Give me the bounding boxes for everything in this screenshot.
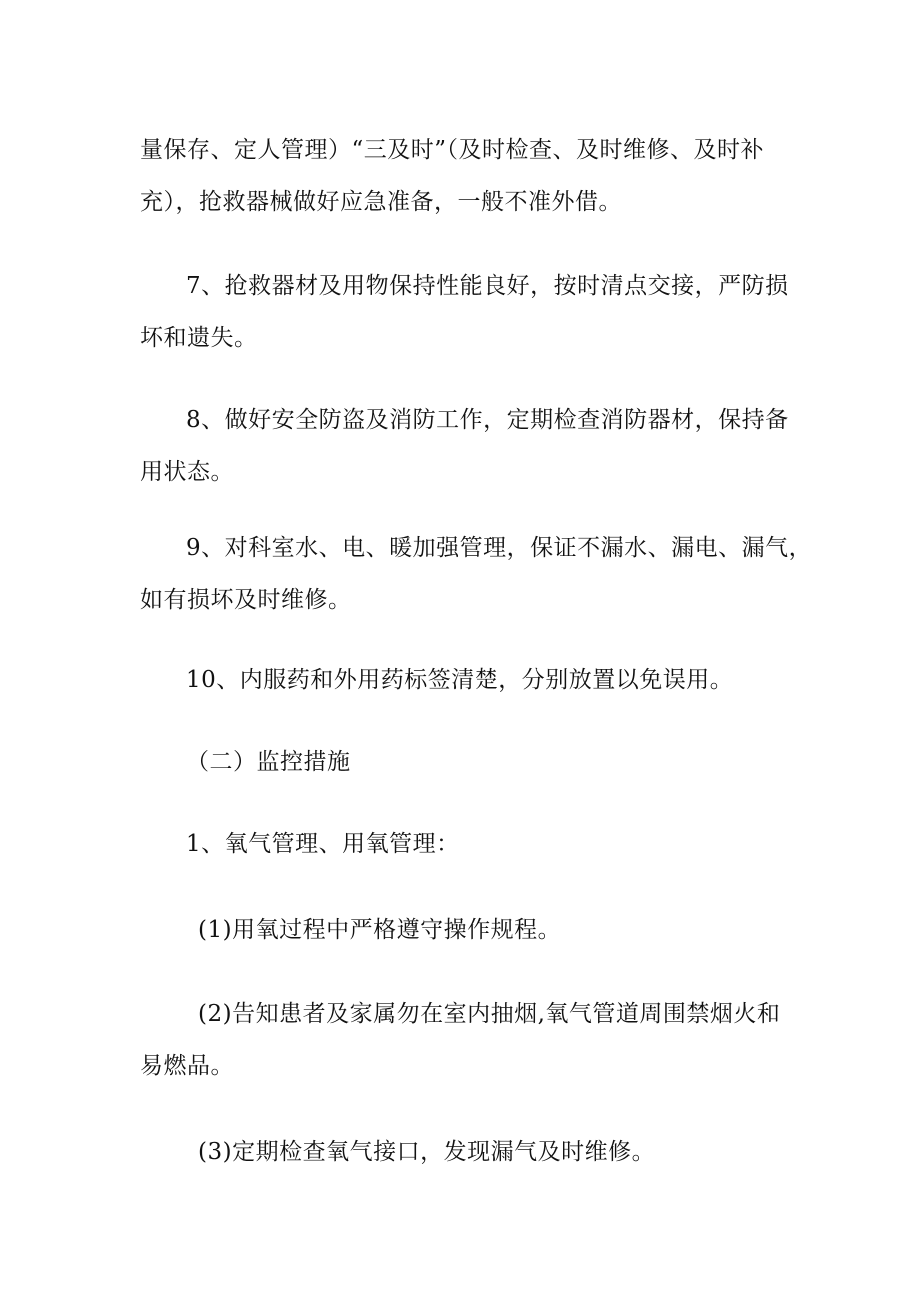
paragraph-subitem-3: (3)定期检查氧气接口，发现漏气及时维修。: [198, 1139, 656, 1165]
paragraph-item-9-line-1: 9、对科室水、电、暖加强管理，保证不漏水、漏电、漏气，: [186, 535, 813, 561]
paragraph-item-7-line-2: 坏和遗失。: [140, 325, 258, 351]
paragraph-subitem-2-line-2: 易燃品。: [140, 1053, 234, 1079]
paragraph-subitem-1: (1)用氧过程中严格遵守操作规程。: [198, 917, 562, 943]
paragraph-item-9-line-2: 如有损坏及时维修。: [140, 587, 352, 613]
paragraph-1-line-1: 量保存、定人管理）“三及时”（及时检查、及时维修、及时补: [140, 137, 765, 163]
paragraph-item-7-line-1: 7、抢救器材及用物保持性能良好，按时清点交接，严防损: [186, 273, 789, 299]
paragraph-subitem-2-line-1: (2)告知患者及家属勿在室内抽烟,氧气管道周围禁烟火和: [198, 1001, 781, 1027]
paragraph-1-line-2: 充），抢救器械做好应急准备，一般不准外借。: [140, 189, 622, 215]
paragraph-oxygen-management-heading: 1、氧气管理、用氧管理：: [186, 831, 460, 857]
section-heading-monitoring-measures: （二）监控措施: [186, 749, 351, 775]
paragraph-item-10: 10、内服药和外用药标签清楚，分别放置以免误用。: [186, 667, 734, 693]
paragraph-item-8-line-1: 8、做好安全防盗及消防工作，定期检查消防器材，保持备: [186, 407, 789, 433]
paragraph-item-8-line-2: 用状态。: [140, 459, 234, 485]
